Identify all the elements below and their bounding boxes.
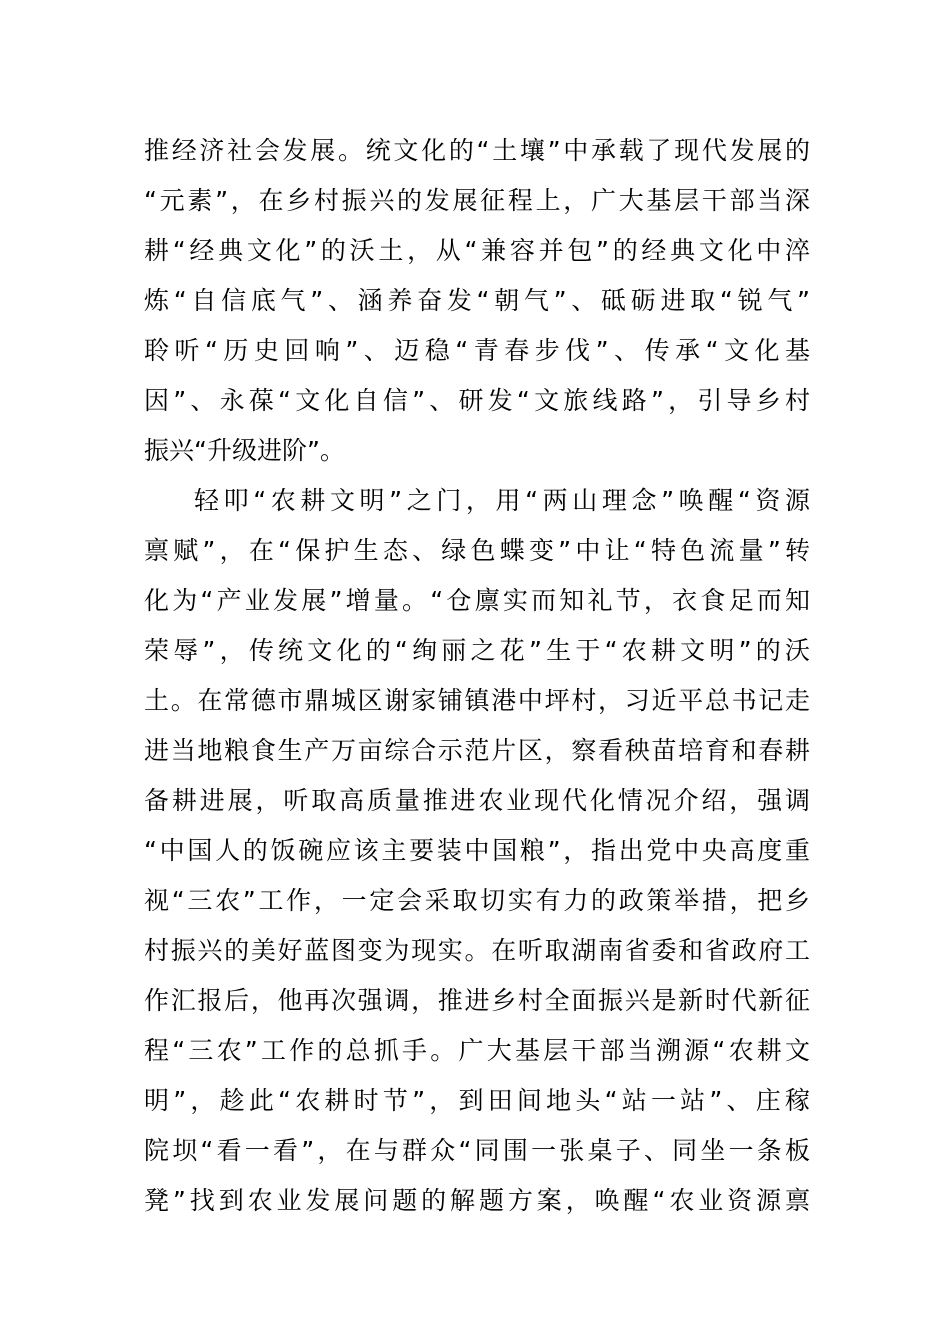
text-line: 程“三农”工作的总抓手。广大基层干部当溯源“农耕文 — [144, 1036, 810, 1065]
body-text — [144, 126, 810, 1226]
text-line: 进当地粮食生产万亩综合示范片区，察看秧苗培育和春耕 — [144, 736, 810, 765]
text-line: 村振兴的美好蓝图变为现实。在听取湖南省委和省政府工 — [144, 936, 810, 965]
text-line: “中国人的饭碗应该主要装中国粮”，指出党中央高度重 — [144, 836, 810, 865]
text-line: 作汇报后，他再次强调，推进乡村全面振兴是新时代新征 — [144, 986, 810, 1015]
text-line: 化为“产业发展”增量。“仓廪实而知礼节，衣食足而知 — [144, 586, 810, 615]
text-line: 炼“自信底气”、涵养奋发“朝气”、砥砺进取“锐气” — [144, 286, 810, 315]
paragraph-first-line: 轻叩“农耕文明”之门，用“两山理念”唤醒“资源 — [194, 486, 810, 515]
text-line: 视“三农”工作，一定会采取切实有力的政策举措，把乡 — [144, 886, 810, 915]
text-line: 振兴“升级进阶”。 — [144, 436, 345, 465]
text-line: 荣辱”，传统文化的“绚丽之花”生于“农耕文明”的沃 — [144, 636, 810, 665]
text-line: 推经济社会发展。统文化的“土壤”中承载了现代发展的 — [144, 136, 810, 165]
text-line: 院坝“看一看”，在与群众“同围一张桌子、同坐一条板 — [144, 1136, 810, 1165]
text-line: 备耕进展，听取高质量推进农业现代化情况介绍，强调 — [144, 786, 810, 815]
text-line: 聆听“历史回响”、迈稳“青春步伐”、传承“文化基 — [144, 336, 810, 365]
text-line: 耕“经典文化”的沃土，从“兼容并包”的经典文化中淬 — [144, 236, 810, 265]
text-line: 禀赋”，在“保护生态、绿色蝶变”中让“特色流量”转 — [144, 536, 810, 565]
text-line: 凳”找到农业发展问题的解题方案，唤醒“农业资源禀 — [144, 1186, 810, 1215]
text-line: 土。在常德市鼎城区谢家铺镇港中坪村，习近平总书记走 — [144, 686, 810, 715]
text-line: “元素”，在乡村振兴的发展征程上，广大基层干部当深 — [144, 186, 810, 215]
text-line: 明”，趁此“农耕时节”，到田间地头“站一站”、庄稼 — [144, 1086, 810, 1115]
text-line: 因”、永葆“文化自信”、研发“文旅线路”，引导乡村 — [144, 386, 810, 415]
